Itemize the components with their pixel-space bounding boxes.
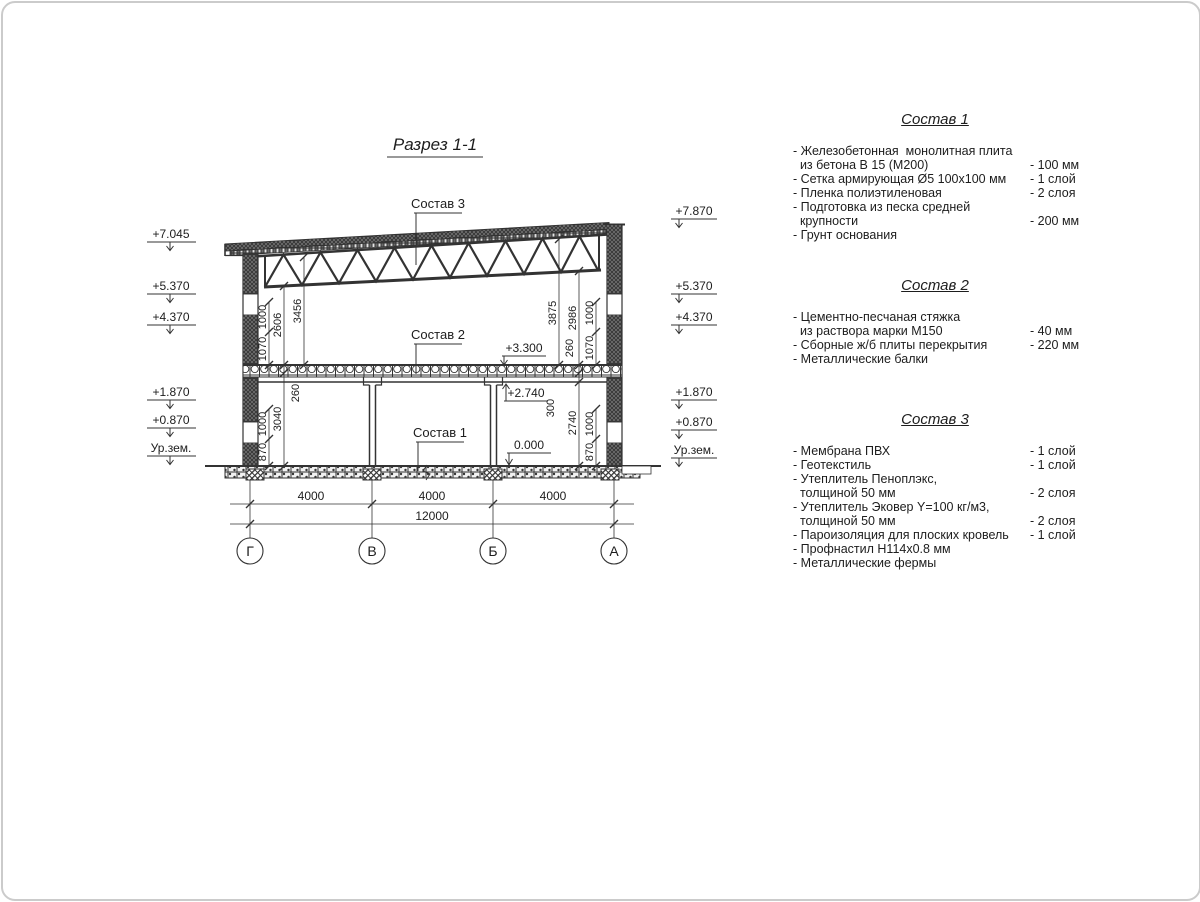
spec-row: - Металлические балки: [793, 352, 928, 366]
level-right-5370: +5.370: [675, 279, 713, 293]
spec-title-2: Состав 2: [901, 277, 969, 294]
spec-row: толщиной 50 мм - 2 слоя: [793, 486, 1076, 500]
level-0000-text: 0.000: [513, 438, 545, 452]
level-mark: [671, 279, 717, 303]
level-right-7870: +7.870: [675, 204, 713, 218]
spec-block-sostav-2: [793, 277, 1105, 366]
level-slab-top: [501, 341, 547, 365]
spec-row: - Утеплитель Пеноплэкс,: [793, 472, 938, 486]
level-mark: [147, 385, 196, 409]
level-3300-text: +3.300: [505, 341, 543, 355]
dim-left-1070: 1070: [257, 336, 269, 362]
level-left-4370: +4.370: [152, 310, 190, 324]
spec-row: - Железобетонная монолитная плита: [793, 144, 1013, 158]
level-left-ground: Ур.зем.: [150, 441, 192, 455]
truss-bottom-chord: [264, 270, 601, 287]
level-mark: [147, 310, 196, 334]
spec-row: - Профнастил Н114х0.8 мм: [793, 542, 951, 556]
dim-right-1000-low: 1000: [584, 411, 596, 437]
dim-left-260: 260: [290, 383, 302, 403]
left-wall: [243, 254, 258, 466]
sostav2-label: Состав 2: [411, 327, 465, 342]
dim-right-1070: 1070: [584, 335, 596, 361]
spec-row: - Сборные ж/б плиты перекрытия - 220 мм: [793, 338, 1080, 352]
spec-row: - Грунт основания: [793, 228, 898, 242]
level-left-5370: +5.370: [152, 279, 190, 293]
dim-right-2740: 2740: [567, 410, 579, 436]
spec-row: - Цементно-песчаная стяжка: [793, 310, 961, 324]
level-right-ground: Ур.зем.: [673, 443, 715, 457]
axis-b: Б: [488, 543, 498, 559]
spec-block-sostav-3: [793, 411, 1105, 570]
spec-row: - Подготовка из песка средней: [793, 200, 971, 214]
spec-title-1: Состав 1: [901, 111, 969, 128]
spec-row: из бетона В 15 (М200) - 100 мм: [793, 158, 1080, 172]
axis-g: Г: [246, 543, 254, 559]
level-mark: [671, 385, 717, 409]
level-right-4370: +4.370: [675, 310, 713, 324]
spec-row: - Утеплитель Эковер Y=100 кг/м3,: [793, 500, 990, 514]
drawing-title: [387, 135, 483, 157]
level-right-0870: +0.870: [675, 415, 713, 429]
elevation-marks-left: [147, 227, 196, 465]
bottom-dimensions: [230, 480, 634, 538]
right-apron: [622, 466, 651, 474]
spec-row: крупности - 200 мм: [793, 214, 1080, 228]
spec-row: - Сетка армирующая Ø5 100х100 мм - 1 слой: [793, 172, 1076, 186]
right-wall: [607, 225, 622, 466]
sostav1-label: Состав 1: [413, 425, 467, 440]
roof-assembly: [225, 223, 625, 257]
level-mark: [671, 310, 717, 334]
level-mark: [147, 227, 196, 251]
spec-row: - Мембрана ПВХ - 1 слой: [793, 444, 1076, 458]
level-floor-zero: [506, 438, 552, 465]
dim-left-3040: 3040: [272, 406, 284, 432]
dim-right-3875: 3875: [547, 300, 559, 326]
elevation-marks-right: [671, 204, 717, 467]
floor-slab: [243, 365, 622, 382]
level-left-1870: +1.870: [152, 385, 190, 399]
label-sostav-1: [413, 425, 467, 471]
spec-row: - Металлические фермы: [793, 556, 937, 570]
level-2740-text: +2.740: [507, 386, 545, 400]
dim-left-870: 870: [257, 442, 269, 462]
level-left-0870: +0.870: [152, 413, 190, 427]
section-title: Разрез 1-1: [392, 135, 478, 154]
dim-span-1: 4000: [297, 489, 325, 503]
dim-left-1000-low: 1000: [257, 411, 269, 437]
dim-span-3: 4000: [539, 489, 567, 503]
dim-left-3456: 3456: [292, 298, 304, 324]
spec-title-3: Состав 3: [901, 411, 969, 428]
ground-slab: [205, 465, 661, 480]
spec-row: толщиной 50 мм - 2 слоя: [793, 514, 1076, 528]
level-beam-bottom: [503, 384, 549, 401]
level-right-1870: +1.870: [675, 385, 713, 399]
dim-right-260: 260: [564, 338, 576, 358]
level-mark: [147, 441, 196, 465]
spec-block-sostav-1: [793, 111, 1105, 242]
spec-row: - Геотекстиль - 1 слой: [793, 458, 1076, 472]
spec-row: - Пароизоляция для плоских кровель - 1 слой: [793, 528, 1076, 542]
dim-span-2: 4000: [418, 489, 446, 503]
section-drawing: [3, 3, 783, 603]
level-mark: [671, 443, 717, 467]
level-mark: [147, 413, 196, 437]
level-left-7045: +7.045: [152, 227, 190, 241]
axis-v: В: [367, 543, 377, 559]
axis-a: А: [609, 543, 619, 559]
dim-total: 12000: [415, 509, 449, 523]
dim-left-1000: 1000: [257, 304, 269, 330]
axis-bubbles: [237, 538, 627, 564]
dim-right-2986: 2986: [567, 305, 579, 331]
level-mark: [671, 204, 717, 228]
level-mark: [147, 279, 196, 303]
column-axis-v: [364, 377, 382, 466]
dim-left-2606: 2606: [272, 312, 284, 338]
sostav3-label: Состав 3: [411, 196, 465, 211]
dim-right-300: 300: [545, 398, 557, 418]
dim-right-870: 870: [584, 442, 596, 462]
spec-row: из раствора марки М150 - 40 мм: [793, 324, 1073, 338]
drawing-sheet: [1, 1, 1200, 901]
column-axis-b: [485, 377, 503, 466]
spec-row: - Пленка полиэтиленовая - 2 слоя: [793, 186, 1076, 200]
level-mark: [671, 415, 717, 439]
dim-right-1000: 1000: [584, 300, 596, 326]
